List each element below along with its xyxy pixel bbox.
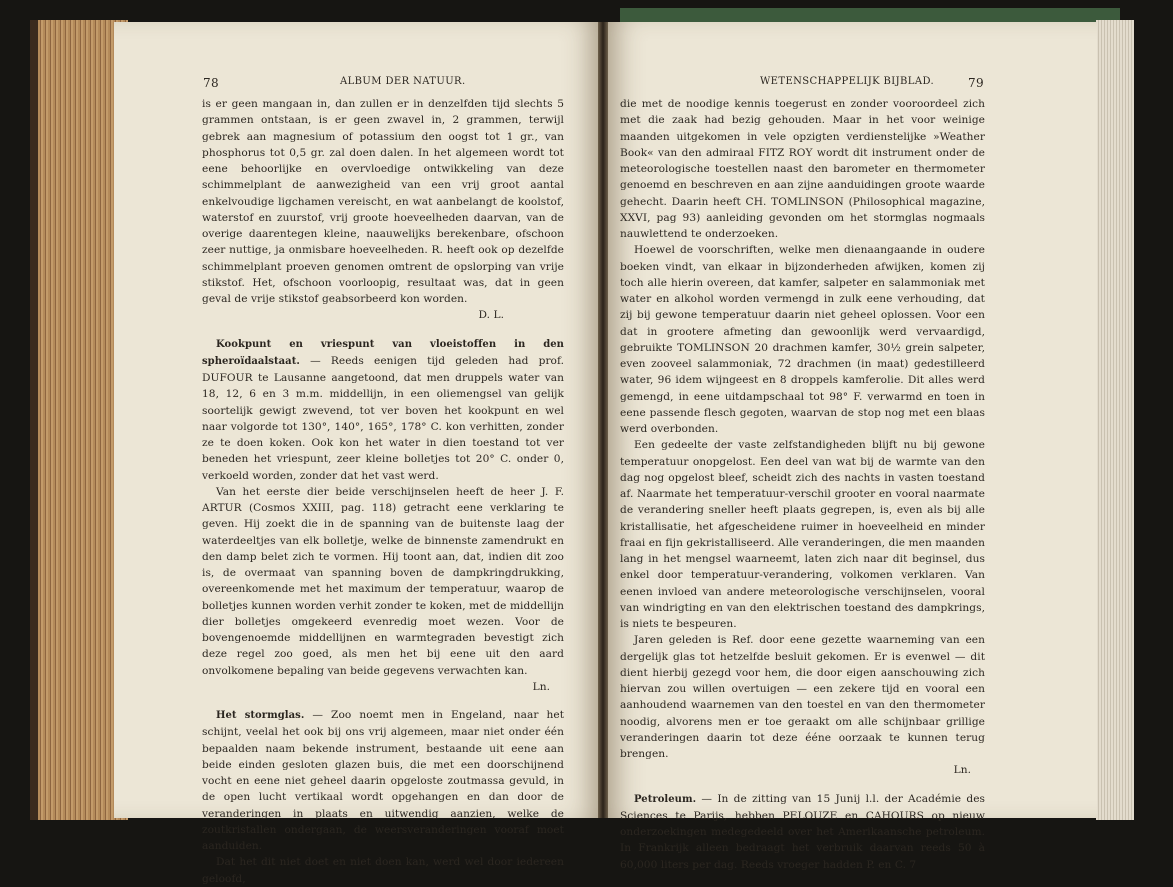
article-body: — Reeds eenigen tijd geleden had prof. DUFOUR te Lausanne aangetoond, dat men druppels water van 18, 12, 6 en 3 m.m. middellijn, in een oliemengsel van gelijk soortelijk gewigt zwevend, tot ver boven het kookpunt en wel naar volgorde tot 130°, 140°, 165°, 178° C. kon verhitten, zonder ze te doen koken. Ook kon het water in dien toestand tot ver beneden het vriespunt, zeer kleine bolletjes tot 20° C. onder 0, verkoeld worden, zonder dat het vast werd. [202,354,564,482]
signature: Ln. [953,764,971,777]
book-edge-right [1096,20,1134,820]
right-paragraph: die met de noodige kennis toegerust en zonder vooroordeel zich met die zaak had bezig gehouden. Maar in het voor weinige maanden uitgekomen in vele opzigten verdienstelijke »Weather Book« van den admiraal FITZ ROY wordt dit instrument onder de meteorologische toestellen naast den barometer en thermometer genoemd en beschreven en aan zijne aanduidingen groote waarde gehecht. Daarin heeft CH. TOMLINSON (Philosophical magazine, XXVI, pag 93) aanleiding gevonden om het stormglas nogmaals nauwlettend te onderzoeken. [620,98,985,240]
signature: Ln. [532,680,550,693]
left-paragraph: is er geen mangaan in, dan zullen er in denzelfden tijd slechts 5 grammen ontstaan, is er geen zwavel in, 2 grammen, terwijl gebrek aan magnesium of potassium den oogst tot 1 gr., van phosphorus tot 0,5 gr. zal doen dalen. In het algemeen wordt tot eene behoorlijke en overvloedige ontwikkeling van deze schimmelplant de aanwezigheid van een vrij groot aantal enkelvoudige ligchamen vereischt, en wat aanbelangt de koolstof, waterstof en zuurstof, vrij groote hoeveelheden daarvan, van de overige daarentegen kleine, naauwelijks berekenbare, ofschoon zeer nuttige, ja onmisbare hoeveelheden. R. heeft ook op dezelfde schimmelplant proeven genomen omtrent de opslorping van vrije stikstof. Het, ofschoon voorloopig, resultaat was, dat in geen geval de vrije stikstof geabsorbeerd kon worden. [202,98,564,305]
left-paragraph: Van het eerste dier beide verschijnselen heeft de heer J. F. ARTUR (Cosmos XXIII, pag. 118) getracht eene verklaring te geven. Hij zoekt die in de spanning van de buitenste laag der waterdeeltjes van elk bolletje, welke de binnenste zamendrukt en den damp belet zich te vormen. Hij toont aan, dat, indien dit zoo is, de overmaat van spanning boven de dampkringdrukking, overeenkomende met het maximum der temperatuur, waarop de bolletjes kunnen worden verhit zonder te koken, met de middellijn dier bolletjes omgekeerd evenredig moet wezen. Voor de bovengenoemde middellijnen en warmtegraden bevestigt zich deze regel zoo goed, als men het bij eene uit den aard onvolkomene bepaling van beide gegevens verwachten kan. [202,485,564,677]
right-paragraph: Een gedeelte der vaste zelfstandigheden blijft nu bij gewone temperatuur onopgelost. Een deel van wat bij de warmte van den dag nog opgelost bleef, scheidt zich des nachts in vasten toestand af. Naarmate het temperatuur-verschil grooter en vooral naarmate de verandering sneller heeft plaats gegrepen, is, even als bij alle kristallisatie, het afgescheidene ruimer in hoeveelheid en minder fraai en fijn gekristalliseerd. Alle veranderingen, die men maanden lang in het mengsel waarneemt, laten zich naar dit beginsel, dus enkel door temperatuur-verandering, volkomen verklaren. Van eenen invloed van andere meteorologische verschijnselen, vooral van windrigting en van den elektrischen toestand des dampkrings, is niets te bespeuren. [620,439,985,630]
right-paragraph: Hoewel de voorschriften, welke men dienaangaande in oudere boeken vindt, van elkaar in bijzonderheden afwijken, komen zij toch alle hierin overeen, dat kamfer, salpeter en salammoniak met water en alkohol worden vermengd in zulk eene verhouding, dat zij bij gewone temperatuur daarin niet geheel oplossen. Voor een dat in grootere afmeting dan gewoonlijk werd vervaardigd, gebruikte TOMLINSON 20 drachmen kamfer, 30½ grein salpeter, even zooveel salammoniak, 72 drachmen (in maat) gedestilleerd water, 96 idem wijngeest en 8 droppels kamferolie. Dit alles werd gemengd, in eene uitdampschaal tot 98° F. verwarmd en toen in eene passende flesch gegoten, waarvan de stop nog met een blaas werd overbonden. [620,244,985,435]
article-kookpunt [202,336,564,484]
signature: D. L. [478,309,504,322]
article-body: — In de zitting van 15 Junij l.l. der Académie des Sciences te Parijs, hebben PELOUZE en CAHOURS op nieuw onderzoekingen medegedeeld over het Amerikaansche petroleum. In Frankrijk alleen bedraagt het verbruik daarvan reeds 50 à 60,000 liters per dag. Reeds vroeger hadden P. en C. 7 [620,792,985,871]
right-running-head: WETENSCHAPPELIJK BIJBLAD. [760,76,935,87]
right-page-number: 79 [968,76,985,90]
article-petroleum [620,791,985,873]
article-heading: Petroleum. [634,793,697,805]
article-body: — Zoo noemt men in Engeland, naar het schijnt, veelal het ook bij ons vrij algemeen, maar niet onder één bepaalden naam bekende instrument, bestaande uit eene aan beide einden gesloten glazen buis, die met een doorschijnend vocht en eene niet geheel daarin opgeloste zoutmassa gevuld, in de open lucht vertikaal wordt opgehangen en dan door de veranderingen in plaats en uitwendig aanzien, welke de zoutkristallen ondergaan, de weersveranderingen vooraf moet aanduiden. [202,709,565,852]
book-gutter [598,22,608,818]
left-running-head: ALBUM DER NATUUR. [340,76,466,87]
article-heading: Kookpunt en vriespunt van vloeistoffen in den spheroïdaalstaat. [202,338,564,367]
article-stormglas [202,707,564,854]
left-paragraph: Dat het dit niet doet en niet doen kan, werd wel door iedereen geloofd, [202,856,564,885]
article-heading: Het stormglas. [216,710,305,721]
right-text-column [620,96,985,873]
right-paragraph: Jaren geleden is Ref. door eene gezette waarneming van een dergelijk glas tot hetzelfde besluit gekomen. Er is evenwel — dit dient hierbij gezegd voor hem, die door eigen aanschouwing zich hiervan zou willen overtuigen — een zekere tijd en vooral een aanhoudend waarnemen van den toestel en van den thermometer noodig, alvorens men er toe geraakt om alle schijnbaar grillige veranderingen daarin tot deze ééne oorzaak te kunnen terug brengen. [620,634,985,760]
left-text-column [202,96,564,887]
book-cover-strip [620,8,1120,22]
left-page-number: 78 [203,76,220,90]
